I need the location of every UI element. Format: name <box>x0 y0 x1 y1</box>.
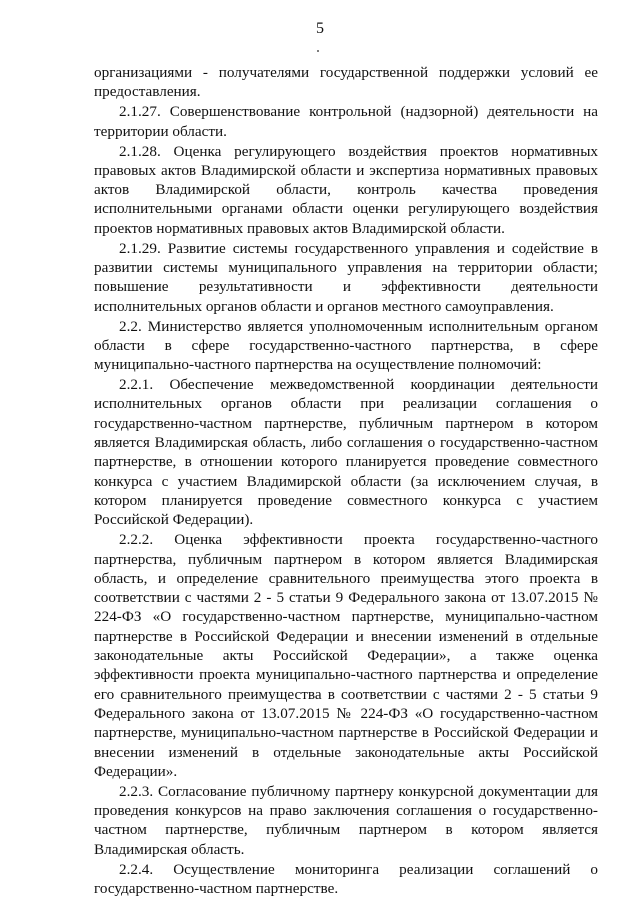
paragraph-2-2-2: 2.2.2. Оценка эффективности проекта государственно-частного партнерства, публичным партнером в котором является Владимирская область, и определение сравнительного преимущества этого проекта в соответствии с частями 2 - 5 статьи 9 Федерального закона от 13.07.2015 № 224-ФЗ «О государственно-частном партнерстве, муниципально-частном партнерстве в Российской Федерации и внесении изменений в отдельные законодательные акты Российской Федерации», а также оценка эффективности проекта муниципально-частного партнерства и определение его сравнительного преимущества в соответствии с частями 2 - 5 статьи 9 Федерального закона от 13.07.2015 № 224-ФЗ «О государственно-частном партнерстве, муниципально-частном партнерстве в Российской Федерации и внесении изменений в отдельные законодательные акты Российской Федерации». <box>94 531 598 780</box>
page-number: 5 <box>316 20 324 37</box>
paragraph-2-2-3: 2.2.3. Согласование публичному партнеру конкурсной документации для проведения конкурсов на право заключения соглашения о государственно-частном партнерстве, публичным партнером в котором является Владимирская область. <box>94 782 598 858</box>
scan-speck <box>317 50 319 52</box>
paragraph-continuation: организациями - получателями государственной поддержки условий ее предоставления. <box>94 64 598 101</box>
paragraph-2-2-4: 2.2.4. Осуществление мониторинга реализации соглашений о государственно-частном партнерстве. <box>94 860 598 897</box>
paragraph-2-1-29: 2.1.29. Развитие системы государственного управления и содействие в развитии системы муниципального управления на территории области; повышение результативности и эффективности деятельности исполнительных органов области и органов местного самоуправления. <box>94 239 598 315</box>
paragraph-2-2-1: 2.2.1. Обеспечение межведомственной координации деятельности исполнительных органов области при реализации соглашения о государственно-частном партнерстве, публичным партнером в котором является Владимирская область, либо соглашения о государственно-частном партнерстве, в отношении которого планируется проведение совместного конкурса с участием Владимирской области (за исключением случая, в котором планируется проведение совместного конкурса с участием Российской Федерации). <box>94 376 598 529</box>
document-body <box>94 63 598 899</box>
paragraph-2-2: 2.2. Министерство является уполномоченным исполнительным органом области в сфере государственно-частного партнерства, в сфере муниципально-частного партнерства на осуществление полномочий: <box>94 317 598 374</box>
paragraph-2-1-27: 2.1.27. Совершенствование контрольной (надзорной) деятельности на территории области. <box>94 103 598 140</box>
paragraph-2-1-28: 2.1.28. Оценка регулирующего воздействия проектов нормативных правовых актов Владимирской области и экспертиза нормативных правовых актов Владимирской области, контроль качества проведения исполнительными органами области оценки регулирующего воздействия проектов нормативных правовых актов Владимирской области. <box>94 142 598 237</box>
